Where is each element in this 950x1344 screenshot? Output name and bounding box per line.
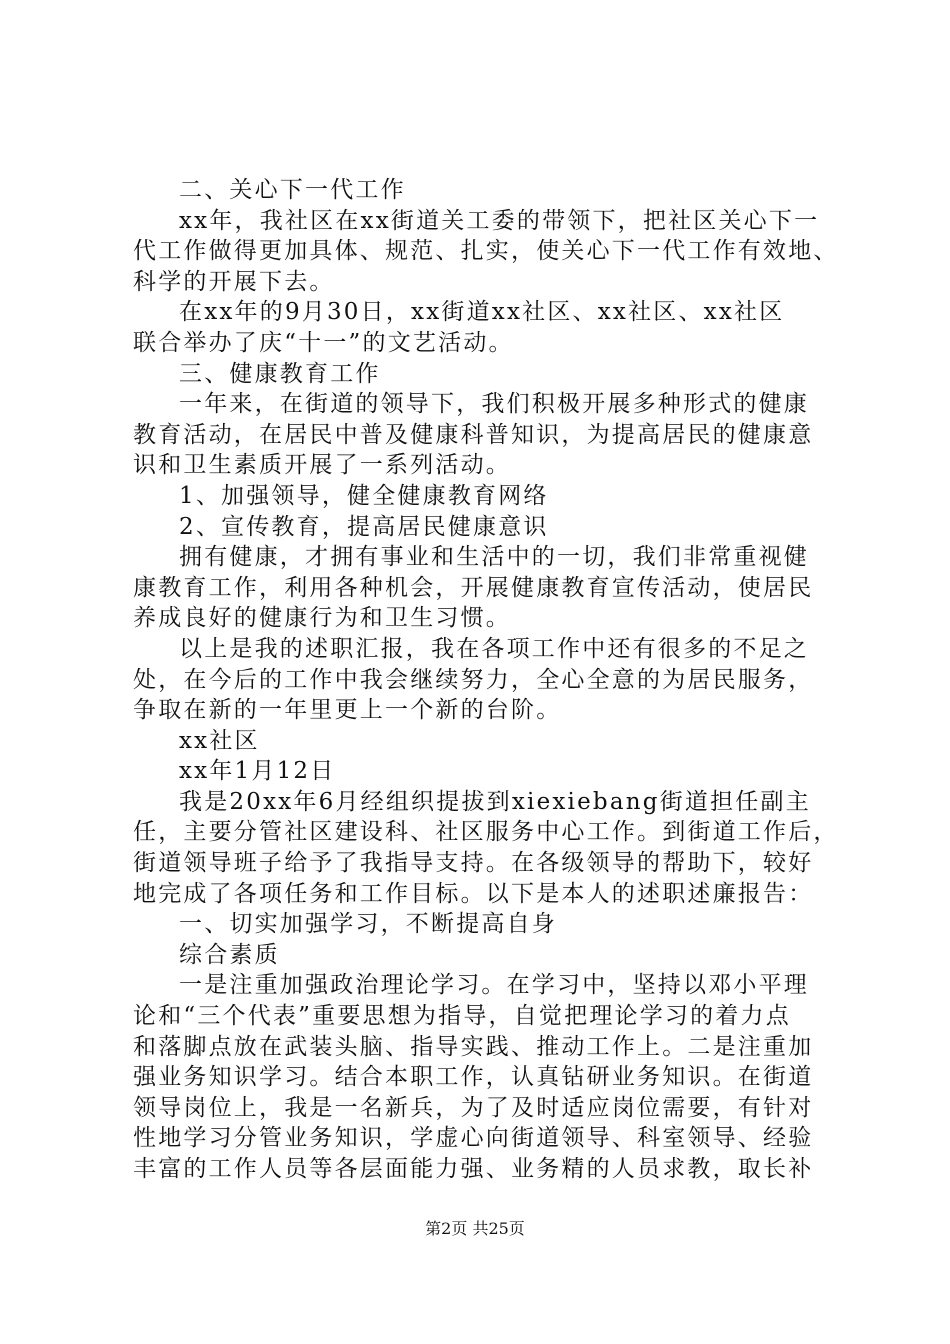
text-line: 二、关心下一代工作	[179, 177, 406, 203]
text-line: 三、健康教育工作	[179, 360, 381, 387]
text-line: 2、宣传教育，提高居民健康意识	[179, 513, 549, 540]
text-line: 处，在今后的工作中我会继续努力，全心全意的为居民服务，	[133, 666, 814, 693]
text-line: 联合举办了庆“十一”的文艺活动。	[133, 329, 514, 356]
text-line: 综合素质	[179, 941, 280, 968]
text-line: 我是20xx年6月经组织提拔到xiexiebang街道担任副主	[179, 788, 811, 815]
text-line: 在xx年的9月30日，xx街道xx社区、xx社区、xx社区	[179, 299, 785, 326]
text-line: 和落脚点放在武装头脑、指导实践、推动工作上。二是注重加	[133, 1033, 814, 1060]
text-line: 科学的开展下去。	[133, 268, 335, 295]
page-number-footer: 第2页 共25页	[425, 1219, 525, 1238]
text-line: 一是注重加强政治理论学习。在学习中，坚持以邓小平理	[179, 972, 809, 999]
text-line: 街道领导班子给予了我指导支持。在各级领导的帮助下，较好	[133, 850, 814, 877]
text-line: 代工作做得更加具体、规范、扎实，使关心下一代工作有效地、	[133, 238, 839, 265]
text-line: 争取在新的一年里更上一个新的台阶。	[133, 697, 562, 724]
text-line: 强业务知识学习。结合本职工作，认真钻研业务知识。在街道	[133, 1064, 814, 1091]
text-line: 拥有健康，才拥有事业和生活中的一切，我们非常重视健	[179, 544, 809, 571]
text-line: 性地学习分管业务知识，学虚心向街道领导、科室领导、经验	[133, 1125, 814, 1152]
text-line: xx社区	[179, 727, 260, 754]
text-line: 一、切实加强学习，不断提高自身	[179, 911, 557, 938]
text-line: xx年，我社区在xx街道关工委的带领下，把社区关心下一	[179, 207, 820, 234]
text-line: xx年1月12日	[179, 758, 336, 785]
text-line: 1、加强领导，健全健康教育网络	[179, 482, 549, 509]
text-line: 一年来，在街道的领导下，我们积极开展多种形式的健康	[179, 391, 809, 418]
text-line: 丰富的工作人员等各层面能力强、业务精的人员求教，取长补	[133, 1156, 814, 1182]
text-line: 以上是我的述职汇报，我在各项工作中还有很多的不足之	[179, 635, 809, 662]
text-line: 养成良好的健康行为和卫生习惯。	[133, 605, 511, 632]
text-line: 康教育工作，利用各种机会，开展健康教育宣传活动，使居民	[133, 574, 814, 601]
text-line: 地完成了各项任务和工作目标。以下是本人的述职述廉报告：	[133, 880, 814, 907]
text-line: 论和“三个代表”重要思想为指导，自觉把理论学习的着力点	[133, 1003, 791, 1030]
text-line: 识和卫生素质开展了一系列活动。	[133, 452, 511, 479]
text-line: 领导岗位上，我是一名新兵，为了及时适应岗位需要，有针对	[133, 1094, 814, 1121]
text-line: 教育活动，在居民中普及健康科普知识，为提高居民的健康意	[133, 421, 814, 448]
text-line: 任，主要分管社区建设科、社区服务中心工作。到街道工作后，	[133, 819, 839, 846]
document-body	[133, 175, 839, 1185]
